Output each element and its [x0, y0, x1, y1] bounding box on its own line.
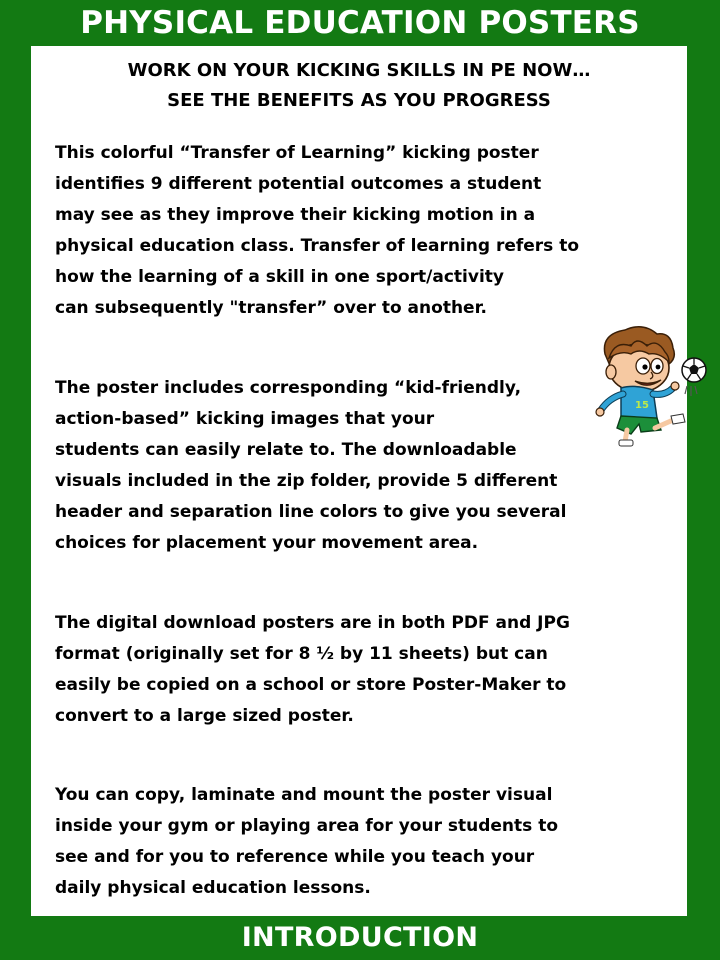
paragraph-line: see and for you to reference while you teach your [55, 847, 535, 867]
paragraph-line: daily physical education lessons. [55, 878, 371, 898]
jersey-number: 15 [635, 400, 649, 411]
paragraph-line: You can copy, laminate and mount the poster visual [55, 785, 553, 805]
paragraph-line: This colorful “Transfer of Learning” kicking poster [55, 143, 539, 163]
paragraph-line: The poster includes corresponding “kid-friendly, [55, 378, 522, 398]
content-panel [31, 46, 687, 916]
paragraph-line: may see as they improve their kicking motion in a [55, 205, 536, 225]
paragraph-line: format (originally set for 8 ½ by 11 sheets) but can [55, 644, 548, 664]
paragraph-line: visuals included in the zip folder, provide 5 different [55, 471, 558, 491]
paragraph-kid-friendly-images [55, 373, 566, 559]
paragraph-line: identifies 9 different potential outcomes a student [55, 174, 542, 194]
paragraph-line: physical education class. Transfer of learning refers to [55, 236, 580, 256]
subheading-line-2: SEE THE BENEFITS AS YOU PROGRESS [167, 90, 551, 111]
kicking-kid-illustration [591, 324, 713, 450]
paragraph-line: choices for placement your movement area. [55, 533, 479, 553]
paragraph-line: how the learning of a skill in one sport/activity [55, 267, 505, 287]
paragraph-line: inside your gym or playing area for your students to [55, 816, 559, 836]
soccer-ball-icon [682, 358, 706, 382]
paragraph-line: convert to a large sized poster. [55, 706, 354, 726]
paragraph-transfer-of-learning [55, 138, 579, 324]
paragraph-line: The digital download posters are in both PDF and JPG [55, 613, 570, 633]
page-title: PHYSICAL EDUCATION POSTERS [80, 5, 640, 41]
paragraph-line: action-based” kicking images that your [55, 409, 435, 429]
paragraph-line: header and separation line colors to give you several [55, 502, 567, 522]
section-label: INTRODUCTION [241, 922, 479, 953]
subheading-line-1: WORK ON YOUR KICKING SKILLS IN PE NOW… [127, 60, 591, 81]
paragraph-line: can subsequently "transfer” over to another. [55, 298, 487, 318]
paragraph-line: easily be copied on a school or store Poster-Maker to [55, 675, 567, 695]
paragraph-usage [55, 780, 558, 904]
subheading [31, 56, 687, 116]
paragraph-download-formats [55, 608, 570, 732]
paragraph-line: students can easily relate to. The downloadable [55, 440, 517, 460]
